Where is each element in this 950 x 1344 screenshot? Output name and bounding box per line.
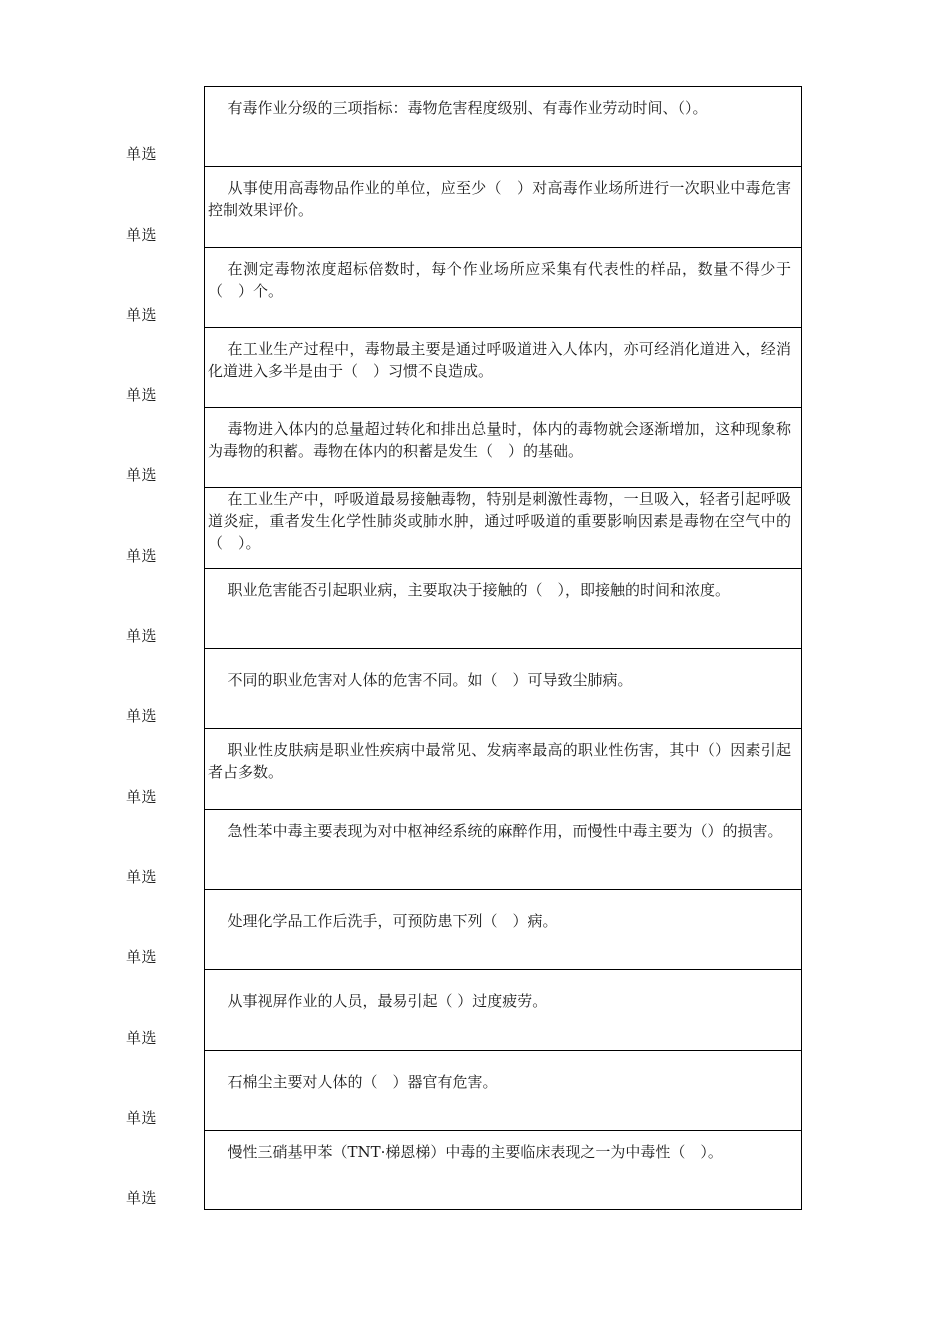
table-row [0, 809, 950, 889]
question-text: 急性苯中毒主要表现为对中枢神经系统的麻醉作用，而慢性中毒主要为（）的损害。 [227, 821, 783, 840]
question-type-label: 单选 [126, 546, 158, 565]
question-text: 从事使用高毒物品作业的单位，应至少（ ）对高毒作业场所进行一次职业中毒危害控制效果评价。 [208, 179, 791, 220]
table-row [0, 969, 950, 1049]
question-table [0, 86, 950, 1210]
question-type-label: 单选 [126, 145, 158, 164]
question-type-label: 单选 [126, 225, 158, 244]
question-cell [204, 327, 802, 407]
table-row [0, 1050, 950, 1130]
question-text: 职业危害能否引起职业病，主要取决于接触的（ ），即接触的时间和浓度。 [227, 580, 731, 599]
table-row [0, 889, 950, 969]
table-row [0, 247, 950, 327]
question-type-label: 单选 [126, 867, 158, 886]
table-row [0, 86, 950, 166]
question-type-label: 单选 [126, 1108, 158, 1127]
question-text: 处理化学品工作后洗手，可预防患下列（ ）病。 [227, 911, 558, 930]
table-row [0, 487, 950, 567]
question-cell [204, 728, 802, 808]
table-row [0, 327, 950, 407]
table-row [0, 407, 950, 487]
question-text: 从事视屏作业的人员，最易引起（ ）过度疲劳。 [227, 992, 548, 1011]
question-text: 毒物进入体内的总量超过转化和排出总量时，体内的毒物就会逐渐增加，这种现象称为毒物的积蓄。毒物在体内的积蓄是发生（ ）的基础。 [208, 420, 791, 461]
question-cell [204, 1050, 802, 1130]
question-cell [204, 166, 802, 246]
question-cell [204, 648, 802, 728]
question-text: 石棉尘主要对人体的（ ）器官有危害。 [227, 1072, 498, 1091]
question-cell [204, 487, 802, 567]
table-row [0, 648, 950, 728]
question-text: 有毒作业分级的三项指标：毒物危害程度级别、有毒作业劳动时间、（）。 [227, 99, 708, 117]
question-cell [204, 86, 802, 166]
question-type-label: 单选 [126, 466, 158, 485]
question-text: 不同的职业危害对人体的危害不同。如（ ）可导致尘肺病。 [227, 671, 633, 690]
question-cell [204, 568, 802, 648]
question-type-label: 单选 [126, 305, 158, 324]
question-text: 慢性三硝基甲苯（TNT·梯恩梯）中毒的主要临床表现之一为中毒性（ ）。 [227, 1142, 723, 1161]
question-text: 在工业生产过程中，毒物最主要是通过呼吸道进入人体内，亦可经消化道进入，经消化道进入多半是由于（ ）习惯不良造成。 [208, 339, 791, 380]
table-row [0, 166, 950, 246]
question-text: 在测定毒物浓度超标倍数时，每个作业场所应采集有代表性的样品，数量不得少于（ ）个。 [208, 259, 791, 300]
question-text: 在工业生产中，呼吸道最易接触毒物，特别是刺激性毒物，一旦吸入，轻者引起呼吸道炎症，重者发生化学性肺炎或肺水肿，通过呼吸道的重要影响因素是毒物在空气中的（ ）。 [208, 490, 791, 553]
table-row [0, 568, 950, 648]
question-type-label: 单选 [126, 707, 158, 726]
question-cell [204, 969, 802, 1049]
question-type-label: 单选 [126, 1028, 158, 1047]
question-type-label: 单选 [126, 948, 158, 967]
question-type-label: 单选 [126, 386, 158, 405]
question-cell [204, 809, 802, 889]
table-row [0, 1130, 950, 1210]
question-cell [204, 247, 802, 327]
question-type-label: 单选 [126, 1189, 158, 1208]
question-cell [204, 889, 802, 969]
question-cell [204, 407, 802, 487]
table-row [0, 728, 950, 808]
question-cell [204, 1130, 802, 1210]
question-text: 职业性皮肤病是职业性疾病中最常见、发病率最高的职业性伤害，其中（）因素引起者占多数。 [208, 741, 791, 782]
question-type-label: 单选 [126, 627, 158, 646]
question-type-label: 单选 [126, 787, 158, 806]
